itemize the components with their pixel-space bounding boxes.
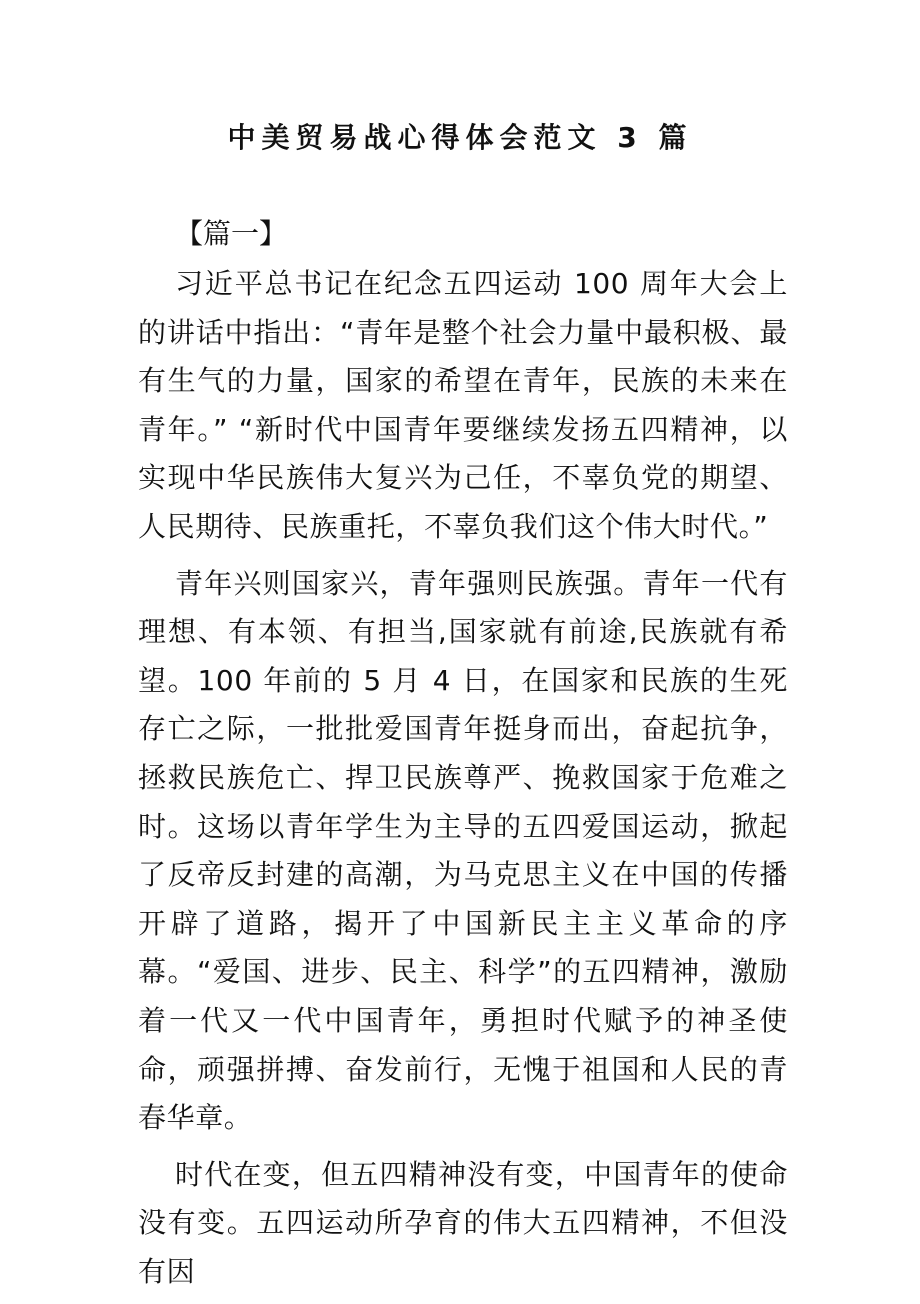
paragraph-3: 时代在变，但五四精神没有变，中国青年的使命没有变。五四运动所孕育的伟大五四精神，不但没有因 xyxy=(138,1157,788,1288)
paragraph-1: 习近平总书记在纪念五四运动 100 周年大会上的讲话中指出：“青年是整个社会力量中最积极、最有生气的力量，国家的希望在青年，民族的未来在青年。” “新时代中国青年要继续发扬五四精神，以实现中华民族伟大复兴为己任，不辜负党的期望、人民期待、民族重托，不辜负我们这个伟大时代。” xyxy=(138,267,788,543)
paragraph-2: 青年兴则国家兴，青年强则民族强。青年一代有理想、有本领、有担当,国家就有前途,民族就有希望。100 年前的 5 月 4 日，在国家和民族的生死存亡之际，一批批爱国青年挺身而出，奋起抗争，拯救民族危亡、捍卫民族尊严、挽救国家于危难之时。这场以青年学生为主导的五四爱国运动，掀起了反帝反封建的高潮，为马克思主义在中国的传播开辟了道路，揭开了中国新民主主义革命的序幕。“爱国、进步、民主、科学”的五四精神，激励着一代又一代中国青年，勇担时代赋予的神圣使命，顽强拼搏、奋发前行，无愧于祖国和人民的青春华章。 xyxy=(138,566,788,1135)
document-title: 中美贸易战心得体会范文 3 篇 xyxy=(227,121,693,154)
document-body xyxy=(138,260,788,1304)
section-label: 【篇一】 xyxy=(175,217,288,250)
